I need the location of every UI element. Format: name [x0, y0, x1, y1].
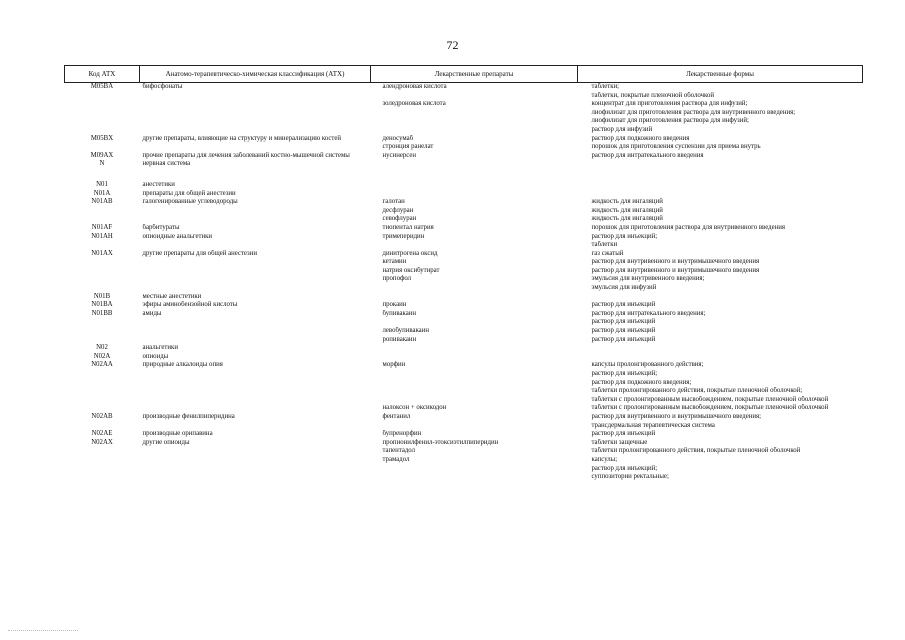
cell-classification: другие препараты для общей анестезии [142, 249, 257, 257]
cell-code [65, 318, 140, 327]
cell-code [65, 215, 140, 224]
cell-classification [140, 143, 371, 152]
cell-drug: фентанил [382, 412, 411, 420]
table-row [65, 301, 863, 310]
cell-code [65, 267, 140, 276]
cell-form: раствор для интратекального введения [591, 151, 704, 159]
cell-classification [140, 100, 371, 109]
cell-drug [371, 370, 578, 379]
cell-drug [371, 396, 578, 405]
cell-code [65, 117, 140, 126]
table-row [65, 126, 863, 135]
cell-drug: галотан [382, 198, 405, 206]
cell-form: таблетки; [591, 83, 620, 90]
cell-code: N02AA [91, 361, 113, 369]
cell-form: эмульсия для внутривенного введения; [591, 275, 705, 283]
cell-classification: природные алкалоиды опия [142, 361, 223, 369]
table-row [65, 413, 863, 422]
table-row [65, 207, 863, 216]
cell-code [65, 100, 140, 109]
cell-drug [371, 126, 578, 135]
cell-classification: другие препараты, влияющие на структуру и минерализацию костей [142, 134, 342, 142]
footer-mark [8, 630, 78, 634]
cell-classification: опиоидные анальгетики [142, 232, 213, 240]
cell-drug [371, 284, 578, 293]
cell-classification [140, 275, 371, 284]
cell-form: эмульсия для инфузий [591, 284, 657, 292]
cell-drug: тиопентал натрия [382, 223, 434, 231]
cell-code [65, 447, 140, 456]
cell-classification [140, 456, 371, 465]
cell-form: жидкость для ингаляций [591, 198, 663, 206]
cell-form: таблетки [591, 241, 618, 249]
cell-drug [371, 353, 578, 362]
cell-drug: кетамин [382, 258, 407, 266]
header-classification: Анатомо-терапевтическо-химическая классификация (АТХ) [140, 66, 371, 83]
cell-classification: эфиры аминобензойной кислоты [142, 301, 238, 309]
cell-drug: севофлуран [382, 215, 417, 223]
cell-form: таблетки с пролонгированным высвобождением, покрытые пленочной оболочкой [591, 395, 829, 403]
header-drugs: Лекарственные препараты [371, 66, 578, 83]
cell-classification: анестетики [142, 180, 175, 188]
cell-code: N01 [96, 180, 108, 188]
cell-drug: тримеперидин [382, 232, 425, 240]
cell-code [65, 126, 140, 135]
cell-code: N01AF [91, 223, 113, 231]
cell-drug: золедроновая кислота [382, 100, 446, 108]
cell-drug: бупивакаин [382, 309, 416, 317]
cell-drug [371, 379, 578, 388]
cell-code [65, 143, 140, 152]
cell-classification: анальгетики [142, 344, 178, 352]
cell-classification [140, 284, 371, 293]
cell-code [65, 207, 140, 216]
table-row [65, 250, 863, 259]
cell-code [65, 169, 140, 181]
cell-drug: ропивакаин [382, 335, 417, 343]
cell-drug: пропионилфенил-этоксиэтилпиперидин [382, 438, 499, 446]
cell-classification: амиды [142, 309, 162, 317]
table-row [65, 456, 863, 465]
table-row [65, 100, 863, 109]
cell-form: капсулы; [591, 455, 618, 463]
cell-code: M05BA [90, 83, 114, 90]
cell-drug: бупренорфин [382, 430, 422, 438]
cell-form: раствор для инъекций; [591, 232, 658, 240]
cell-classification: опиоиды [142, 352, 169, 360]
cell-classification [140, 126, 371, 135]
cell-classification [140, 327, 371, 336]
table-row [65, 190, 863, 199]
cell-drug [371, 117, 578, 126]
table-row [65, 143, 863, 152]
cell-form: таблетки, покрытые пленочной оболочкой [591, 91, 715, 99]
table-row [65, 439, 863, 448]
cell-form: раствор для внутривенного и внутримышечного введения [591, 258, 760, 266]
cell-form: таблетки пролонгированного действия, покрытые пленочной оболочкой [591, 447, 801, 455]
cell-classification [140, 422, 371, 431]
cell-drug: прокаин [382, 301, 407, 309]
table-row [65, 310, 863, 319]
page-number: 72 [446, 38, 459, 52]
cell-form: раствор для инфузий [591, 125, 653, 133]
table-row [65, 267, 863, 276]
cell-classification [140, 387, 371, 396]
cell-code [65, 473, 140, 482]
cell-classification [140, 336, 371, 345]
cell-drug [371, 92, 578, 101]
cell-classification [140, 117, 371, 126]
cell-drug [371, 473, 578, 482]
table-row [65, 92, 863, 101]
cell-classification: барбитураты [142, 223, 180, 231]
table-row [65, 215, 863, 224]
cell-code: N02AX [91, 438, 113, 446]
atx-table [64, 65, 863, 482]
cell-code: N01AX [91, 249, 113, 257]
header-row [65, 66, 863, 83]
table-row [65, 233, 863, 242]
cell-form: раствор для инъекций; [591, 464, 658, 472]
table-body [65, 83, 863, 482]
cell-form: суппозитории ректальные; [591, 473, 669, 481]
cell-drug [371, 181, 578, 190]
table-row [65, 275, 863, 284]
cell-code [65, 109, 140, 118]
cell-drug [371, 422, 578, 431]
cell-code [65, 275, 140, 284]
header-code: Код АТХ [65, 66, 140, 83]
cell-form: жидкость для ингаляций [591, 215, 663, 223]
cell-form: раствор для инъекций [591, 318, 656, 326]
cell-code [65, 336, 140, 345]
table-row [65, 83, 863, 92]
cell-drug [371, 109, 578, 118]
cell-form: лиофилизат для приготовления раствора для внутривенного введения; [591, 108, 796, 116]
cell-classification [140, 109, 371, 118]
table-row [65, 224, 863, 233]
cell-code [65, 258, 140, 267]
cell-classification [140, 267, 371, 276]
cell-form: раствор для подкожного введения; [591, 378, 692, 386]
table-row [65, 258, 863, 267]
cell-form: раствор для подкожного введения [591, 134, 690, 142]
cell-form [578, 160, 863, 169]
cell-form: капсулы пролонгированного действия; [591, 361, 704, 369]
table-row [65, 344, 863, 353]
cell-code: N02AE [91, 430, 113, 438]
cell-classification [140, 396, 371, 405]
cell-drug: алендроновая кислота [382, 83, 447, 90]
cell-form [578, 353, 863, 362]
table-row [65, 422, 863, 431]
table-row [65, 387, 863, 396]
cell-code [65, 241, 140, 250]
cell-code: M05BX [90, 134, 114, 142]
cell-form: порошок для приготовления раствора для внутривенного введения [591, 223, 785, 231]
cell-form [578, 190, 863, 199]
cell-form: таблетки пролонгированного действия, покрытые пленочной оболочкой; [591, 387, 803, 395]
table-row [65, 379, 863, 388]
cell-code: N01BB [91, 309, 113, 317]
cell-form: газ сжатый [591, 249, 624, 257]
cell-form: порошок для приготовления суспензии для приема внутрь [591, 143, 761, 151]
cell-classification: другие опиоиды [142, 438, 190, 446]
cell-code [65, 379, 140, 388]
table-row [65, 396, 863, 405]
cell-code: N02 [96, 344, 108, 352]
cell-form: раствор для инъекций [591, 335, 656, 343]
cell-code: N01A [93, 189, 111, 197]
table-row [65, 117, 863, 126]
cell-code [65, 92, 140, 101]
cell-drug: деносумаб [382, 134, 414, 142]
table-header [65, 66, 863, 83]
table-row [65, 109, 863, 118]
cell-classification [140, 241, 371, 250]
cell-form: раствор для инъекций [591, 430, 656, 438]
cell-classification [140, 215, 371, 224]
cell-drug [371, 344, 578, 353]
cell-form: раствор для внутривенного и внутримышечного введения [591, 266, 760, 274]
cell-drug [371, 293, 578, 302]
cell-classification: галогенированные углеводороды [142, 198, 238, 206]
cell-form: раствор для интратекального введения; [591, 309, 706, 317]
cell-form [578, 344, 863, 353]
cell-classification [140, 465, 371, 474]
cell-form: раствор для инъекций [591, 327, 656, 335]
cell-drug: десфлуран [382, 206, 414, 214]
cell-drug: пропофол [382, 275, 412, 283]
cell-form: жидкость для ингаляций [591, 206, 663, 214]
cell-drug [371, 318, 578, 327]
cell-code: N01AB [91, 198, 113, 206]
table-row [65, 327, 863, 336]
cell-classification: местные анестетики [142, 292, 202, 300]
table-row [65, 430, 863, 439]
cell-drug: динитрогена оксид [382, 249, 438, 257]
cell-drug: тапентадол [382, 447, 416, 455]
cell-drug [371, 465, 578, 474]
table-row [65, 169, 863, 181]
cell-code: N01B [93, 292, 111, 300]
cell-classification: бифосфонаты [142, 83, 183, 90]
cell-classification: препараты для общей анестезии [142, 189, 236, 197]
table-row [65, 361, 863, 370]
header-forms: Лекарственные формы [578, 66, 863, 83]
cell-classification [140, 370, 371, 379]
cell-form: трансдермальная терапевтическая система [591, 421, 715, 429]
cell-code [65, 465, 140, 474]
table-row [65, 152, 863, 161]
cell-form [578, 181, 863, 190]
cell-classification [140, 404, 371, 413]
table-row [65, 241, 863, 250]
cell-drug: натрия оксибутират [382, 266, 440, 274]
table-row [65, 447, 863, 456]
cell-classification [140, 318, 371, 327]
cell-code: N01AH [91, 232, 113, 240]
cell-code: N01BA [91, 301, 113, 309]
table-row [65, 336, 863, 345]
cell-classification: производные фенилпиперидина [142, 412, 235, 420]
cell-drug [371, 190, 578, 199]
cell-drug [371, 169, 578, 181]
table-row [65, 135, 863, 144]
cell-form: раствор для инъекций [591, 301, 656, 309]
cell-drug: трамадол [382, 455, 410, 463]
cell-drug [371, 160, 578, 169]
cell-code [65, 327, 140, 336]
cell-form: раствор для инъекций; [591, 370, 658, 377]
table-row [65, 465, 863, 474]
cell-code: N02A [93, 352, 111, 360]
cell-classification [140, 207, 371, 216]
cell-drug: морфин [382, 361, 406, 369]
cell-classification [140, 447, 371, 456]
cell-classification [140, 169, 371, 181]
table-row [65, 370, 863, 379]
cell-code [65, 422, 140, 431]
cell-classification: нервная система [142, 160, 191, 168]
cell-code [65, 456, 140, 465]
table-row [65, 181, 863, 190]
cell-classification: производные орипавина [142, 430, 213, 438]
cell-classification [140, 379, 371, 388]
cell-classification [140, 473, 371, 482]
cell-code [65, 396, 140, 405]
cell-drug: стронция ранелат [382, 143, 434, 151]
cell-drug: налоксон + оксикодон [382, 404, 447, 412]
cell-form: раствор для внутривенного и внутримышечного введения; [591, 412, 762, 420]
cell-form: концентрат для приготовления раствора для инфузий; [591, 100, 748, 108]
cell-form: таблетки с пролонгированным высвобождением, покрытые пленочной оболочкой [591, 404, 829, 412]
table-row [65, 353, 863, 362]
cell-form: таблетки защечные [591, 438, 648, 446]
cell-drug: нусинерсен [382, 151, 416, 159]
cell-drug [371, 241, 578, 250]
table-row [65, 404, 863, 413]
cell-drug [371, 387, 578, 396]
cell-code [65, 284, 140, 293]
cell-drug: левобупивакаин [382, 327, 429, 335]
cell-code [65, 370, 140, 379]
table-row [65, 160, 863, 169]
table-row [65, 198, 863, 207]
cell-classification [140, 92, 371, 101]
cell-code: M09AX [90, 151, 114, 159]
cell-form [578, 169, 863, 181]
cell-form [578, 293, 863, 302]
cell-code: N [99, 160, 105, 168]
table-row [65, 293, 863, 302]
cell-code [65, 404, 140, 413]
table-row [65, 284, 863, 293]
table-row [65, 473, 863, 482]
cell-form: лиофилизат для приготовления раствора для инфузий; [591, 117, 749, 125]
cell-code [65, 387, 140, 396]
table-row [65, 318, 863, 327]
cell-classification: прочие препараты для лечения заболеваний костно-мышечной системы [142, 151, 350, 159]
cell-code: N02AB [91, 412, 113, 420]
cell-classification [140, 258, 371, 267]
